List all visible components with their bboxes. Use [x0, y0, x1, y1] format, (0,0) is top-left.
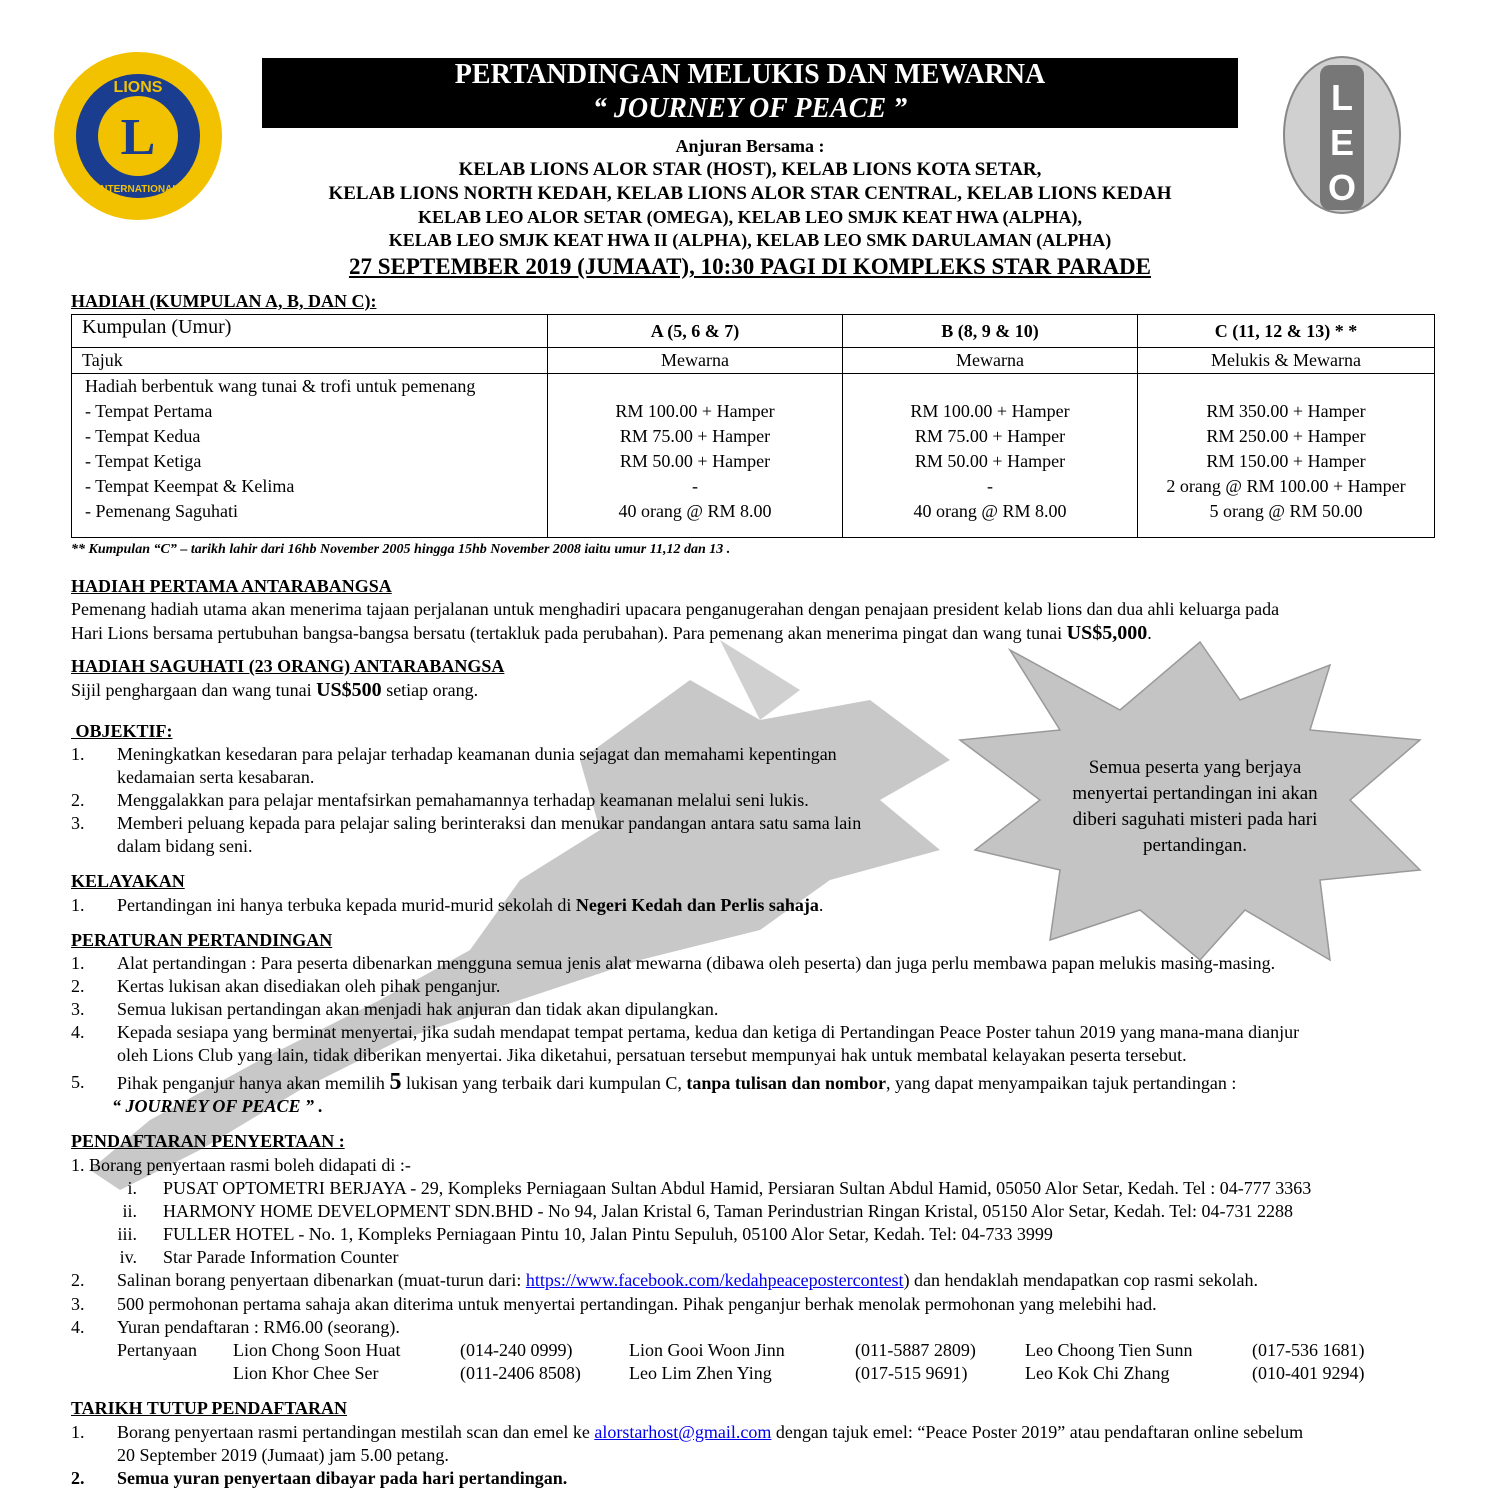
star-note-line: menyertai pertandingan ini akan: [1072, 783, 1318, 804]
cell-text: RM 50.00 + Hamper: [619, 451, 771, 471]
svg-text:L: L: [120, 109, 156, 166]
list-number: 1.: [71, 1422, 85, 1442]
email-link[interactable]: alorstarhost@gmail.com: [594, 1422, 772, 1442]
table-row: [72, 348, 1435, 374]
cell-text: RM 100.00 + Hamper: [910, 401, 1070, 421]
text: Pertandingan ini hanya terbuka kepada murid-murid sekolah di: [117, 895, 576, 915]
list-item: [117, 1421, 1303, 1443]
list-number: 1.: [71, 895, 85, 915]
contact-phone: (011-2406 8508): [460, 1363, 581, 1383]
list-number: 2.: [71, 790, 85, 810]
organizer-line: KELAB LEO SMJK KEAT HWA II (ALPHA), KELAB LEO SMK DARULAMAN (ALPHA): [388, 230, 1112, 250]
contact-name: Lion Khor Chee Ser: [233, 1363, 379, 1383]
list-item: kedamaian serta kesabaran.: [117, 767, 315, 787]
text: Hari Lions bersama pertubuhan bangsa-bangsa bersatu (tertakluk pada perubahan). Para pemenang akan menerima pingat dan wang tunai: [71, 623, 1067, 643]
star-note: [1045, 755, 1345, 859]
amount: US$5,000: [1066, 622, 1148, 644]
list-item: dalam bidang seni.: [117, 836, 253, 856]
cell-text: 2 orang @ RM 100.00 + Hamper: [1166, 476, 1406, 496]
cell-text: RM 50.00 + Hamper: [914, 451, 1066, 471]
svg-text:L: L: [1331, 77, 1353, 118]
location-item: FULLER HOTEL - No. 1, Kompleks Perniagaan Pintu 10, Jalan Pintu Sepuluh, 05100 Alor Setar, Kedah. Tel: 04-733 3999: [163, 1224, 1053, 1244]
contacts-label: Pertanyaan: [117, 1340, 197, 1360]
text: .: [818, 895, 824, 915]
cell-text: - Pemenang Saguhati: [85, 501, 238, 521]
contact-phone: (010-401 9294): [1252, 1363, 1365, 1383]
svg-text:INTERNATIONAL: INTERNATIONAL: [97, 184, 179, 195]
cell-text: - Tempat Kedua: [85, 426, 201, 446]
cell: Tajuk: [72, 348, 548, 374]
page-subtitle: “ JOURNEY OF PEACE ”: [592, 93, 908, 124]
location-item: Star Parade Information Counter: [163, 1247, 399, 1267]
cell: [548, 374, 843, 538]
list-item: Kepada sesiapa yang berminat menyertai, jika sudah mendapat tempat pertama, kedua dan ketiga di Pertandingan Peace Poster tahun 2019 yang mana-mana dianjur: [117, 1022, 1300, 1042]
bold-text: Negeri Kedah dan Perlis sahaja: [575, 895, 819, 915]
list-item: 20 September 2019 (Jumaat) jam 5.00 petang.: [117, 1445, 449, 1465]
star-note-line: diberi saguhati misteri pada hari: [1072, 809, 1318, 830]
list-number: 4.: [71, 1317, 85, 1337]
header-cell: A (5, 6 & 7): [548, 315, 843, 348]
list-number: 2.: [71, 976, 85, 996]
list-number: iii.: [117, 1224, 137, 1244]
text: , yang dapat menyampaikan tajuk pertandingan :: [885, 1073, 1237, 1093]
header-cell: B (8, 9 & 10): [843, 315, 1138, 348]
text: Sijil penghargaan dan wang tunai: [71, 680, 317, 700]
page-title: PERTANDINGAN MELUKIS DAN MEWARNA: [454, 59, 1046, 90]
table-row: [72, 374, 1435, 538]
cell-text: -: [692, 476, 698, 496]
list-number: 4.: [71, 1022, 85, 1042]
text: lukisan yang terbaik dari kumpulan C,: [401, 1073, 687, 1093]
list-number: ii.: [122, 1201, 137, 1221]
pendaftaran-heading: PENDAFTARAN PENYERTAAN :: [71, 1131, 345, 1151]
cell-text: -: [987, 476, 993, 496]
list-item: “ JOURNEY OF PEACE ” .: [112, 1096, 324, 1116]
list-number: 3.: [71, 999, 85, 1019]
cell-text: RM 75.00 + Hamper: [914, 426, 1066, 446]
contact-phone: (017-536 1681): [1252, 1340, 1365, 1360]
intl-consolation-heading: HADIAH SAGUHATI (23 ORANG) ANTARABANGSA: [71, 656, 505, 676]
facebook-link[interactable]: https://www.facebook.com/kedahpeacepostercontest: [525, 1270, 904, 1290]
cell: [1138, 374, 1435, 538]
list-number: 3.: [71, 1294, 85, 1314]
text: ) dan hendaklah mendapatkan cop rasmi sekolah.: [903, 1270, 1258, 1290]
list-item: 1. Borang penyertaan rasmi boleh didapati di :-: [71, 1155, 411, 1175]
bold-text: tanpa tulisan dan nombor: [686, 1073, 886, 1093]
text: Pihak penganjur hanya akan memilih: [117, 1073, 390, 1093]
organizers-label: Anjuran Bersama :: [675, 136, 825, 156]
contact-name: Lion Gooi Woon Jinn: [629, 1340, 785, 1360]
peraturan-heading: PERATURAN PERTANDINGAN: [71, 930, 333, 950]
organizer-line: KELAB LEO ALOR SETAR (OMEGA), KELAB LEO SMJK KEAT HWA (ALPHA),: [417, 207, 1083, 227]
text: dengan tajuk emel: “Peace Poster 2019” atau pendaftaran online sebelum: [771, 1422, 1304, 1442]
list-item: Memberi peluang kepada para pelajar saling berinteraksi dan menukar pandangan antara satu sama lain: [117, 813, 862, 833]
svg-text:LIONS: LIONS: [113, 79, 163, 96]
contact-name: Leo Kok Chi Zhang: [1025, 1363, 1170, 1383]
cell: Melukis & Mewarna: [1138, 348, 1435, 374]
paragraph-line: Pemenang hadiah utama akan menerima tajaan perjalanan untuk menghadiri upacara penganugerahan dengan penajaan president kelab lions dan dua ahli keluarga pada: [71, 599, 1280, 619]
svg-text:O: O: [1327, 167, 1357, 208]
cell: [72, 374, 548, 538]
list-item: Semua yuran penyertaan dibayar pada hari pertandingan.: [117, 1468, 568, 1488]
location-item: PUSAT OPTOMETRI BERJAYA - 29, Kompleks Perniagaan Sultan Abdul Hamid, Persiaran Sultan Abdul Hamid, 05050 Alor Setar, Kedah. Tel : 04-777 3363: [163, 1178, 1312, 1198]
text: .: [1147, 623, 1152, 643]
list-item: Meningkatkan kesedaran para pelajar terhadap keamanan dunia sejagat dan memahami kepentingan: [117, 744, 837, 764]
list-item: oleh Lions Club yang lain, tidak diberikan menyertai. Jika diketahui, persatuan tersebut mempunyai hak untuk membatal kelayakan peserta tersebut.: [117, 1045, 1187, 1065]
list-number: i.: [127, 1178, 137, 1198]
text: setiap orang.: [381, 680, 479, 700]
contact-phone: (014-240 0999): [460, 1340, 573, 1360]
list-item: Semua lukisan pertandingan akan menjadi hak anjuran dan tidak akan dipulangkan.: [117, 999, 719, 1019]
star-note-line: pertandingan.: [1143, 835, 1247, 856]
cell: Mewarna: [843, 348, 1138, 374]
location-item: HARMONY HOME DEVELOPMENT SDN.BHD - No 94, Jalan Kristal 6, Taman Perindustrian Ringan Kristal, 05150 Alor Setar, Kedah. Tel: 04-731 2288: [163, 1201, 1293, 1221]
bold-number: 5: [389, 1069, 402, 1095]
cell-text: 40 orang @ RM 8.00: [913, 501, 1067, 521]
paragraph-line: [71, 622, 1152, 644]
star-note-line: Semua peserta yang berjaya: [1088, 757, 1302, 778]
list-item: Menggalakkan para pelajar mentafsirkan pemahamannya terhadap keamanan melalui seni lukis.: [117, 790, 809, 810]
cell-text: Hadiah berbentuk wang tunai & trofi untuk pemenang: [85, 376, 476, 396]
table-header-row: [72, 315, 1435, 348]
cell-text: RM 150.00 + Hamper: [1206, 451, 1366, 471]
prizes-table: [71, 314, 1435, 538]
cell-text: - Tempat Ketiga: [85, 451, 202, 471]
cell-text: - Tempat Keempat & Kelima: [85, 476, 295, 496]
cell: [843, 374, 1138, 538]
objektif-heading: OBJEKTIF:: [71, 721, 173, 741]
header-cell: Kumpulan (Umur): [72, 315, 548, 348]
intl-first-heading: HADIAH PERTAMA ANTARABANGSA: [71, 576, 392, 596]
event-date: 27 SEPTEMBER 2019 (JUMAAT), 10:30 PAGI DI KOMPLEKS STAR PARADE: [348, 254, 1152, 279]
list-item: [117, 1071, 1236, 1094]
list-item: Alat pertandingan : Para peserta dibenarkan mengguna semua jenis alat mewarna (dibawa oleh peserta) dan juga perlu membawa papan melukis masing-masing.: [117, 953, 1276, 973]
organizer-line: KELAB LIONS NORTH KEDAH, KELAB LIONS ALOR STAR CENTRAL, KELAB LIONS KEDAH: [328, 183, 1172, 204]
list-item: Yuran pendaftaran : RM6.00 (seorang).: [117, 1317, 400, 1337]
svg-text:E: E: [1329, 122, 1355, 163]
list-number: 1.: [71, 953, 85, 973]
contact-name: Lion Chong Soon Huat: [233, 1340, 401, 1360]
contact-name: Leo Lim Zhen Ying: [629, 1363, 772, 1383]
list-number: 3.: [71, 813, 85, 833]
list-item: Kertas lukisan akan disediakan oleh pihak penganjur.: [117, 976, 501, 996]
cell-text: 5 orang @ RM 50.00: [1209, 501, 1363, 521]
list-number: 2.: [71, 1270, 85, 1290]
list-item: [117, 894, 823, 916]
kelayakan-heading: KELAYAKAN: [71, 871, 185, 891]
list-number: 5.: [71, 1072, 85, 1092]
cell-text: 40 orang @ RM 8.00: [618, 501, 772, 521]
organizer-line: KELAB LIONS ALOR STAR (HOST), KELAB LIONS KOTA SETAR,: [458, 159, 1042, 180]
cell: Mewarna: [548, 348, 843, 374]
cell-text: RM 75.00 + Hamper: [619, 426, 771, 446]
cell-text: RM 100.00 + Hamper: [615, 401, 775, 421]
paragraph-line: [71, 679, 478, 701]
list-item: 500 permohonan pertama sahaja akan diterima untuk menyertai pertandingan. Pihak penganjur berhak menolak permohonan yang melebihi had.: [117, 1294, 1157, 1314]
text: Salinan borang penyertaan dibenarkan (muat-turun dari:: [117, 1270, 526, 1290]
contact-phone: (011-5887 2809): [855, 1340, 976, 1360]
cell-text: RM 350.00 + Hamper: [1206, 401, 1366, 421]
contact-phone: (017-515 9691): [855, 1363, 968, 1383]
cell-text: - Tempat Pertama: [85, 401, 213, 421]
header-cell: C (11, 12 & 13) * *: [1138, 315, 1435, 348]
list-item: [117, 1269, 1258, 1291]
amount: US$500: [316, 679, 382, 701]
list-number: 2.: [71, 1468, 85, 1488]
list-number: iv.: [119, 1247, 137, 1267]
prizes-footnote: ** Kumpulan “C” – tarikh lahir dari 16hb November 2005 hingga 15hb November 2008 iaitu umur 11,12 dan 13 .: [71, 542, 731, 557]
text: Borang penyertaan rasmi pertandingan mestilah scan dan emel ke: [117, 1422, 595, 1442]
title-banner: [262, 58, 1238, 128]
tutup-heading: TARIKH TUTUP PENDAFTARAN: [71, 1398, 348, 1418]
list-number: 1.: [71, 744, 85, 764]
prizes-heading: HADIAH (KUMPULAN A, B, DAN C):: [71, 291, 377, 311]
cell-text: RM 250.00 + Hamper: [1206, 426, 1366, 446]
contact-name: Leo Choong Tien Sunn: [1025, 1340, 1193, 1360]
